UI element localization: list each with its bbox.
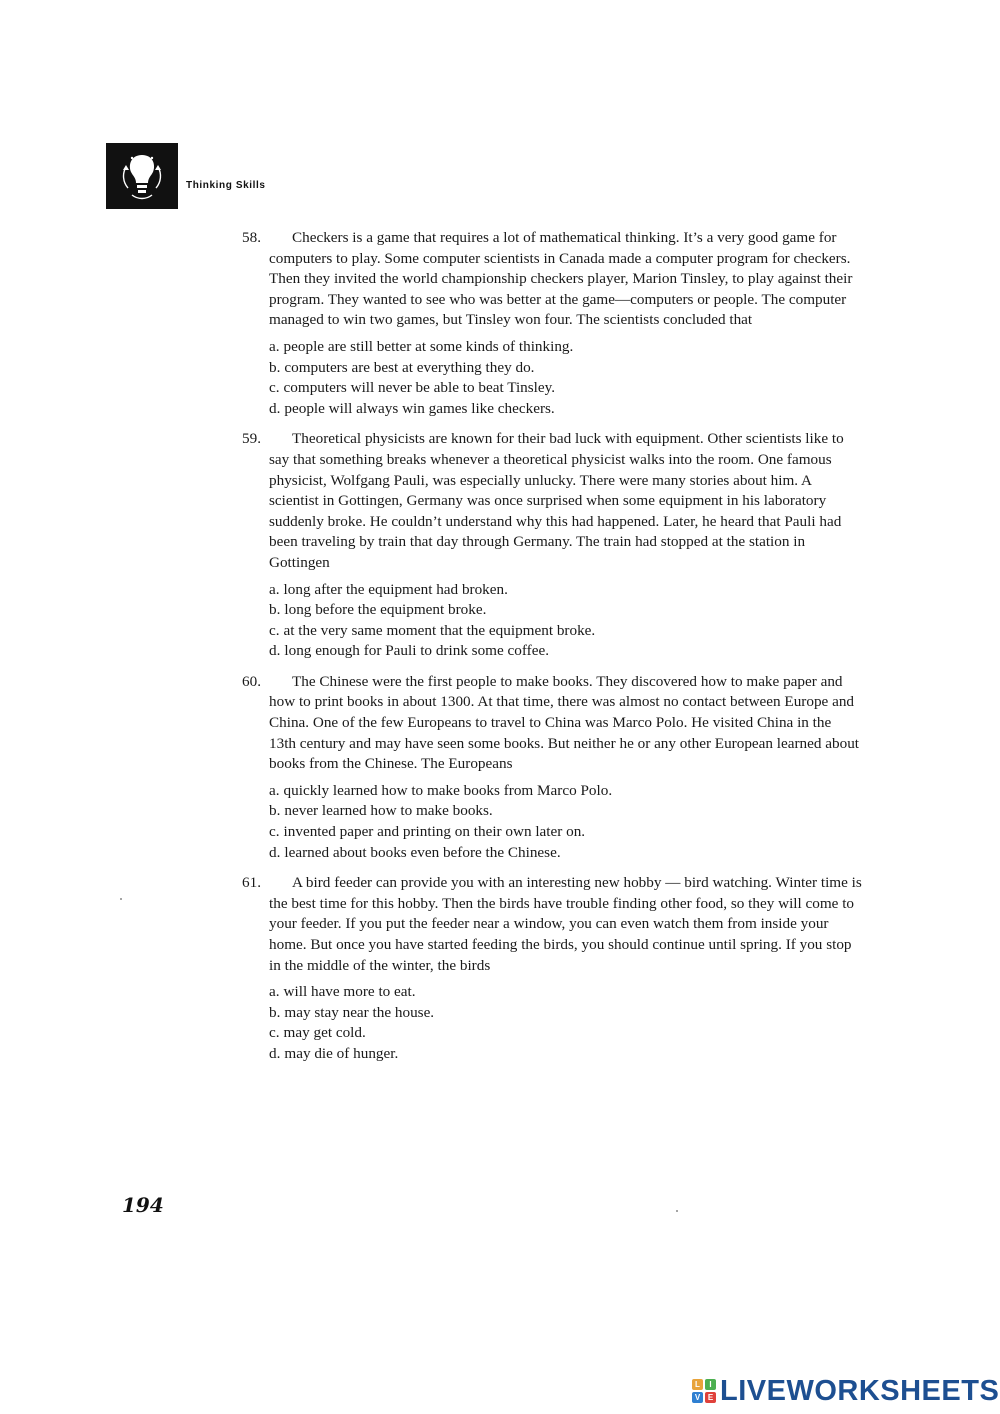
question-number: 61. — [242, 874, 261, 892]
option-letter: d. — [269, 1044, 281, 1062]
option-letter: b. — [269, 358, 281, 376]
answer-options — [269, 781, 862, 863]
question-59 — [242, 429, 862, 662]
answer-options — [269, 337, 862, 419]
brand-logo-cell-i: I — [705, 1379, 716, 1390]
brand-logo-cell-e: E — [705, 1392, 716, 1403]
answer-option-c[interactable] — [269, 822, 862, 843]
header-logo — [106, 143, 178, 209]
question-60 — [242, 672, 862, 863]
answer-option-c[interactable] — [269, 378, 862, 399]
option-text: at the very same moment that the equipment broke. — [283, 621, 596, 639]
option-text: never learned how to make books. — [284, 802, 493, 820]
question-number: 60. — [242, 672, 261, 690]
option-text: long enough for Pauli to drink some coffee. — [284, 642, 549, 660]
question-list — [242, 228, 862, 1075]
option-letter: a. — [269, 337, 280, 355]
question-stem — [242, 228, 862, 331]
answer-option-d[interactable] — [269, 641, 862, 662]
option-text: may stay near the house. — [284, 1003, 435, 1021]
option-text: people are still better at some kinds of thinking. — [283, 337, 574, 355]
answer-option-d[interactable] — [269, 843, 862, 864]
brand-logo-cell-l: L — [692, 1379, 703, 1390]
option-letter: a. — [269, 983, 280, 1001]
option-letter: d. — [269, 843, 281, 861]
option-text: may die of hunger. — [284, 1044, 399, 1062]
answer-option-b[interactable] — [269, 358, 862, 379]
option-text: learned about books even before the Chinese. — [284, 843, 561, 861]
option-text: long before the equipment broke. — [284, 601, 487, 619]
option-text: long after the equipment had broken. — [283, 580, 508, 598]
question-text: The Chinese were the first people to make books. They discovered how to make paper and how to print books in about 1300. At that time, there was almost no contact between Europe and China. One of the few Europeans to travel to China was Marco Polo. He visited China in the 13th century and may have seen some books. But neither he or any other European learned about books from the Chinese. The Europeans — [269, 672, 860, 773]
option-text: will have more to eat. — [283, 983, 416, 1001]
liveworksheets-brand[interactable] — [692, 1374, 999, 1408]
answer-option-b[interactable] — [269, 600, 862, 621]
lightbulb-icon — [106, 143, 178, 209]
answer-option-d[interactable] — [269, 1044, 862, 1065]
brand-logo-icon — [692, 1379, 716, 1403]
page-number: 194 — [122, 1193, 164, 1217]
brand-name: LIVEWORKSHEETS — [720, 1374, 1000, 1407]
question-stem — [242, 672, 862, 775]
option-text: computers will never be able to beat Tinsley. — [283, 379, 556, 397]
option-text: invented paper and printing on their own later on. — [283, 823, 586, 841]
option-letter: b. — [269, 601, 281, 619]
question-61 — [242, 873, 862, 1064]
option-letter: c. — [269, 621, 280, 639]
answer-option-d[interactable] — [269, 399, 862, 420]
running-header-title: Thinking Skills — [186, 180, 266, 191]
answer-option-b[interactable] — [269, 1003, 862, 1024]
answer-option-c[interactable] — [269, 1023, 862, 1044]
scan-speck — [120, 898, 122, 900]
option-letter: d. — [269, 642, 281, 660]
answer-options — [269, 982, 862, 1064]
option-letter: d. — [269, 399, 281, 417]
option-text: people will always win games like checkers. — [284, 399, 555, 417]
option-letter: b. — [269, 802, 281, 820]
answer-options — [269, 580, 862, 662]
option-letter: c. — [269, 379, 280, 397]
answer-option-a[interactable] — [269, 337, 862, 358]
question-stem — [242, 429, 862, 573]
question-number: 59. — [242, 430, 261, 448]
answer-option-a[interactable] — [269, 982, 862, 1003]
option-letter: a. — [269, 781, 280, 799]
option-text: may get cold. — [283, 1024, 366, 1042]
answer-option-b[interactable] — [269, 801, 862, 822]
scan-speck — [676, 1210, 678, 1212]
answer-option-a[interactable] — [269, 580, 862, 601]
option-letter: a. — [269, 580, 280, 598]
question-text: Checkers is a game that requires a lot of mathematical thinking. It’s a very good game for computers to play. Some computer scientists in Canada made a computer program for checkers. Then they invited the world championship checkers player, Marion Tinsley, to play against their program. They wanted to see who was better at the game—computers or people. The computer managed to win two games, but Tinsley won four. The scientists concluded that — [269, 229, 853, 329]
option-letter: c. — [269, 1024, 280, 1042]
option-text: quickly learned how to make books from Marco Polo. — [283, 781, 613, 799]
option-text: computers are best at everything they do. — [284, 358, 535, 376]
question-58 — [242, 228, 862, 419]
question-text: A bird feeder can provide you with an interesting new hobby — bird watching. Winter time is the best time for this hobby. Then the birds have trouble finding other food, so they will come to your feeder. If you put the feeder near a window, you can even watch them from inside your home. But once you have started feeding the birds, you should continue until spring. If you stop in the middle of the winter, the birds — [269, 874, 862, 974]
option-letter: c. — [269, 823, 280, 841]
answer-option-c[interactable] — [269, 621, 862, 642]
question-stem — [242, 873, 862, 976]
answer-option-a[interactable] — [269, 781, 862, 802]
question-text: Theoretical physicists are known for their bad luck with equipment. Other scientists like to say that something breaks whenever a theoretical physicist walks into the room. One famous physicist, Wolfgang Pauli, was especially unlucky. There were many stories about him. A scientist in Gottingen, Germany was once surprised when some equipment in his laboratory suddenly broke. He couldn’t understand why this had happened. Later, he heard that Pauli had been traveling by train that day through Germany. The train had stopped at the station in Gottingen — [269, 430, 844, 571]
brand-logo-cell-v: V — [692, 1392, 703, 1403]
question-number: 58. — [242, 229, 261, 246]
option-letter: b. — [269, 1003, 281, 1021]
